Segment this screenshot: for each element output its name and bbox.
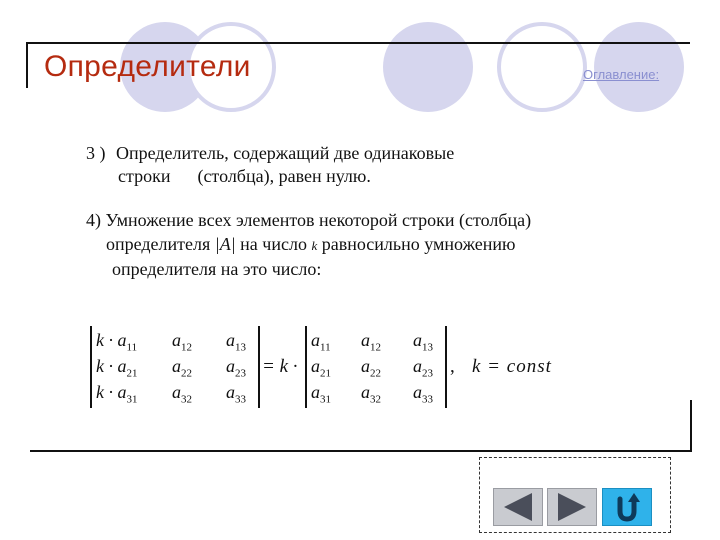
content-frame-right: [690, 400, 692, 452]
left-matrix-cell-31: $k \cdot a_{31}$: [96, 382, 138, 406]
item4-line2-post: равносильно умножению: [317, 234, 516, 254]
left-matrix-cell-12: $a_{12}$: [172, 330, 192, 354]
item4-line3: определителя на это число:: [112, 259, 322, 279]
item4-line1: 4) Умножение всех элементов некоторой строки (столбца): [86, 210, 532, 230]
forward-button[interactable]: [547, 488, 597, 526]
left-matrix-cell-13: $a_{13}$: [226, 330, 246, 354]
left-matrix-cell-32: $a_{32}$: [172, 382, 192, 406]
left-matrix-cell-22: $a_{22}$: [172, 356, 192, 380]
left-matrix-cell-11: $k \cdot a_{11}$: [96, 330, 138, 354]
item4-k-symbol: k: [311, 238, 318, 253]
item3-line2: строки (столбца), равен нулю.: [118, 166, 371, 186]
title-frame-left: [26, 42, 28, 88]
return-u-arrow-icon: [603, 489, 651, 525]
decor-circle-3: [383, 22, 473, 112]
right-matrix-cell-22: $a_{22}$: [361, 356, 381, 380]
equals-k-operator: = k ·: [262, 356, 298, 377]
right-matrix-cell-32: $a_{32}$: [361, 382, 381, 406]
page-title: Определители: [44, 50, 251, 83]
return-button[interactable]: [602, 488, 652, 526]
right-matrix-cell-12: $a_{12}$: [361, 330, 381, 354]
left-arrow-icon: [494, 489, 542, 525]
left-matrix-cell-23: $a_{23}$: [226, 356, 246, 380]
right-matrix-cell-31: $a_{31}$: [311, 382, 331, 406]
item4-line2-pre: определителя: [106, 234, 215, 254]
right-matrix-cell-23: $a_{23}$: [413, 356, 433, 380]
title-frame-top: [26, 42, 690, 44]
left-matrix-cell-33: $a_{33}$: [226, 382, 246, 406]
right-matrix-cell-13: $a_{13}$: [413, 330, 433, 354]
content-frame-bottom: [30, 450, 692, 452]
item3-number: 3 ): [86, 143, 106, 163]
item4-line2: [106, 231, 516, 259]
item4-det-symbol: |A|: [214, 234, 236, 254]
back-button[interactable]: [493, 488, 543, 526]
right-matrix-cell-21: $a_{21}$: [311, 356, 331, 380]
formula-comma: ,: [450, 356, 455, 377]
item4-line2-mid: на число: [235, 234, 312, 254]
table-of-contents-link[interactable]: Оглавление:: [583, 67, 660, 82]
left-matrix-cell-21: $k \cdot a_{21}$: [96, 356, 138, 380]
right-arrow-icon: [548, 489, 596, 525]
k-const-condition: k = const: [472, 356, 552, 377]
decor-circle-4: [497, 22, 587, 112]
item3-line1: Определитель, содержащий две одинаковые: [116, 143, 455, 163]
right-matrix-cell-33: $a_{33}$: [413, 382, 433, 406]
right-matrix-cell-11: $a_{11}$: [311, 330, 331, 354]
